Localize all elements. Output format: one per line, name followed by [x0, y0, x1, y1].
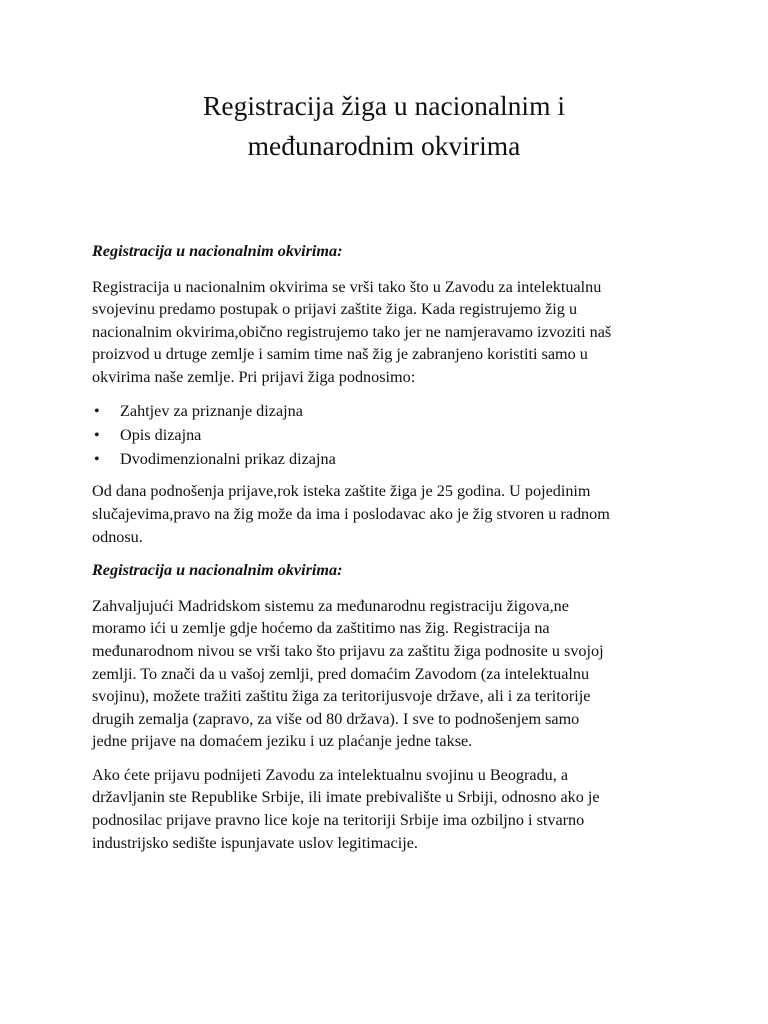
document-title-line: međunarodnim okvirima: [247, 130, 521, 161]
document-title: [0, 86, 768, 166]
section-heading-national: Registracija u nacionalnim okvirima:: [92, 242, 343, 260]
paragraph-line: jedne prijave na domaćem jeziku i uz plaćanje jedne takse.: [92, 732, 473, 751]
document-body: [92, 240, 682, 865]
paragraph-line: zemlji. To znači da u vašoj zemlji, pred domaćim Zavodom (za intelektualnu: [92, 664, 590, 683]
paragraph-line: Zahvaljujući Madridskom sistemu za međunarodnu registraciju žigova,ne: [92, 596, 569, 615]
bullet-icon: •: [94, 449, 100, 468]
paragraph-line: Ako ćete prijavu podnijeti Zavodu za intelektualnu svojinu u Beogradu, a: [92, 765, 569, 784]
paragraph-line: industrijsko sedište ispunjavate uslov legitimacije.: [92, 833, 418, 852]
list-item-text: Zahtjev za priznanje dizajna: [120, 401, 303, 420]
document-title-line: Registracija žiga u nacionalnim i: [203, 90, 565, 121]
list-item: [92, 400, 682, 423]
paragraph-line: proizvod u drtuge zemlje i samim time naš žig je zabranjeno koristiti samo u: [92, 345, 588, 364]
list-item: [92, 424, 682, 447]
paragraph-line: Od dana podnošenja prijave,rok isteka zaštite žiga je 25 godina. U pojedinim: [92, 482, 591, 501]
bullet-icon: •: [94, 401, 100, 420]
paragraph-line: odnosu.: [92, 527, 143, 546]
paragraph-national-registration: [92, 276, 682, 389]
paragraph-line: okvirima naše zemlje. Pri prijavi žiga podnosimo:: [92, 367, 416, 386]
paragraph-line: međunarodnom nivou se vrši tako što prijavu za zaštitu žiga podnosite u svojoj: [92, 641, 604, 660]
paragraph-madrid-system: [92, 595, 682, 753]
list-item-text: Dvodimenzionalni prikaz dizajna: [120, 449, 336, 468]
paragraph-line: slučajevima,pravo na žig može da ima i poslodavac ako je žig stvoren u radnom: [92, 504, 610, 523]
paragraph-legitimation: [92, 764, 682, 854]
paragraph-line: nacionalnim okvirima,obično registrujemo tako jer ne namjeravamo izvoziti naš: [92, 322, 612, 341]
list-item-text: Opis dizajna: [120, 425, 202, 444]
paragraph-line: svojinu), možete tražiti zaštitu žiga za teritorijusvoje države, ali i za teritorije: [92, 687, 591, 706]
section-heading-international: Registracija u nacionalnim okvirima:: [92, 561, 343, 580]
paragraph-line: državljanin ste Republike Srbije, ili imate prebivalište u Srbiji, odnosno ako je: [92, 788, 600, 807]
paragraph-protection-period: [92, 480, 682, 548]
paragraph-line: Registracija u nacionalnim okvirima se vrši tako što u Zavodu za intelektualnu: [92, 277, 602, 296]
list-item: [92, 448, 682, 471]
required-documents-list: [92, 400, 682, 471]
bullet-icon: •: [94, 425, 100, 444]
paragraph-line: podnosilac prijave pravno lice koje na teritoriji Srbije ima ozbiljno i stvarno: [92, 811, 585, 830]
paragraph-line: svojevinu predamo postupak o prijavi zaštite žiga. Kada registrujemo žig u: [92, 300, 578, 319]
paragraph-line: drugih zemalja (zapravo, za više od 80 država). I sve to podnošenjem samo: [92, 709, 580, 728]
paragraph-line: moramo ići u zemlje gdje hoćemo da zaštitimo nas žig. Registracija na: [92, 619, 550, 638]
